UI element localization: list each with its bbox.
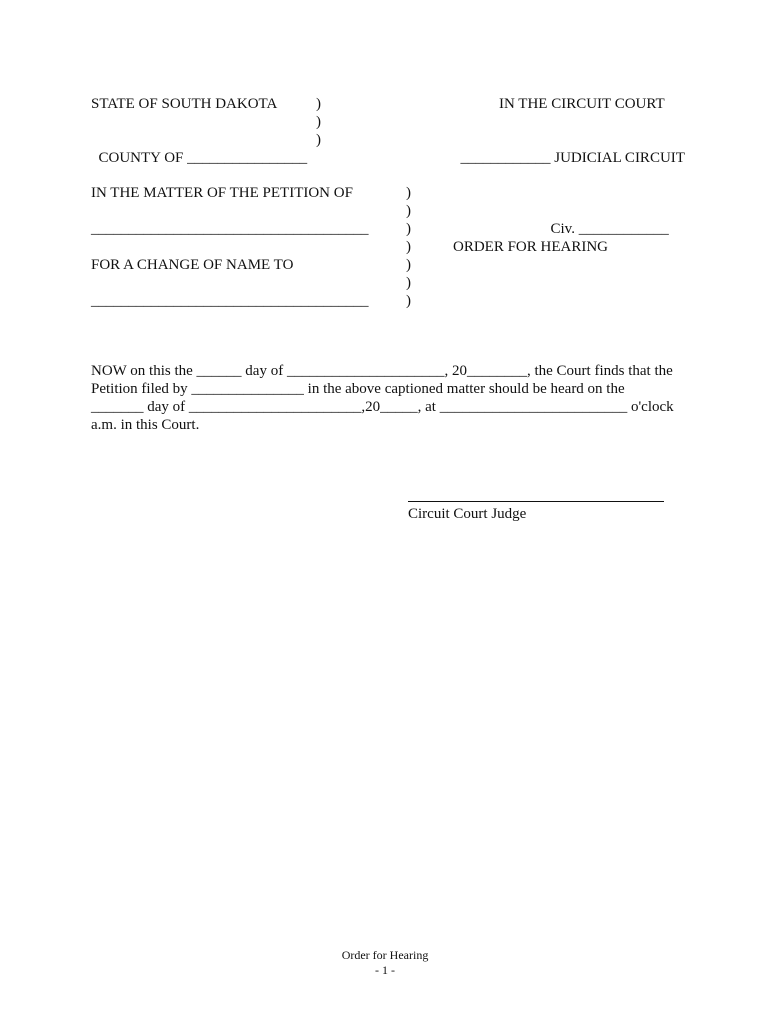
matter-paren: ) xyxy=(406,203,411,219)
matter-paren: ) xyxy=(406,293,411,309)
judicial-circuit-line xyxy=(453,131,685,167)
matter-paren: ) xyxy=(406,239,411,255)
page-number: - 1 - xyxy=(375,963,395,977)
circuit-blank[interactable]: ____________ xyxy=(460,150,551,166)
court-label: IN THE CIRCUIT COURT xyxy=(499,96,665,112)
civ-number-blank[interactable]: ____________ xyxy=(578,221,669,237)
order-title: ORDER FOR HEARING xyxy=(453,239,609,255)
footer-title: Order for Hearing xyxy=(341,948,429,962)
caption-paren: ) xyxy=(316,132,321,148)
caption-paren: ) xyxy=(316,114,321,130)
petition-of-label: IN THE MATTER OF THE PETITION OF xyxy=(91,185,353,201)
change-of-name-label: FOR A CHANGE OF NAME TO xyxy=(91,257,294,273)
judicial-circuit-label: JUDICIAL CIRCUIT xyxy=(550,150,685,166)
county-label: COUNTY OF xyxy=(98,150,188,166)
body-line-3: _______ day of _______________________,20_____, at _________________________ o'clock xyxy=(91,399,674,415)
body-line-1: NOW on this the ______ day of _____________________, 20________, the Court finds that the xyxy=(91,363,673,379)
civ-label: Civ. xyxy=(550,221,579,237)
state-label: STATE OF SOUTH DAKOTA xyxy=(91,96,278,112)
county-line xyxy=(91,131,307,167)
body-line-4: a.m. in this Court. xyxy=(91,417,200,433)
matter-paren: ) xyxy=(406,275,411,291)
civ-line xyxy=(543,202,669,238)
county-blank[interactable]: ________________ xyxy=(187,150,308,166)
matter-paren: ) xyxy=(406,185,411,201)
petitioner-name-blank[interactable]: _____________________________________ xyxy=(91,221,369,237)
matter-paren: ) xyxy=(406,257,411,273)
signature-line[interactable] xyxy=(408,501,664,502)
matter-paren: ) xyxy=(406,221,411,237)
caption-paren: ) xyxy=(316,96,321,112)
new-name-blank[interactable]: _____________________________________ xyxy=(91,293,369,309)
signature-title: Circuit Court Judge xyxy=(408,506,527,522)
body-line-2: Petition filed by _______________ in the above captioned matter should be heard on the xyxy=(91,381,625,397)
